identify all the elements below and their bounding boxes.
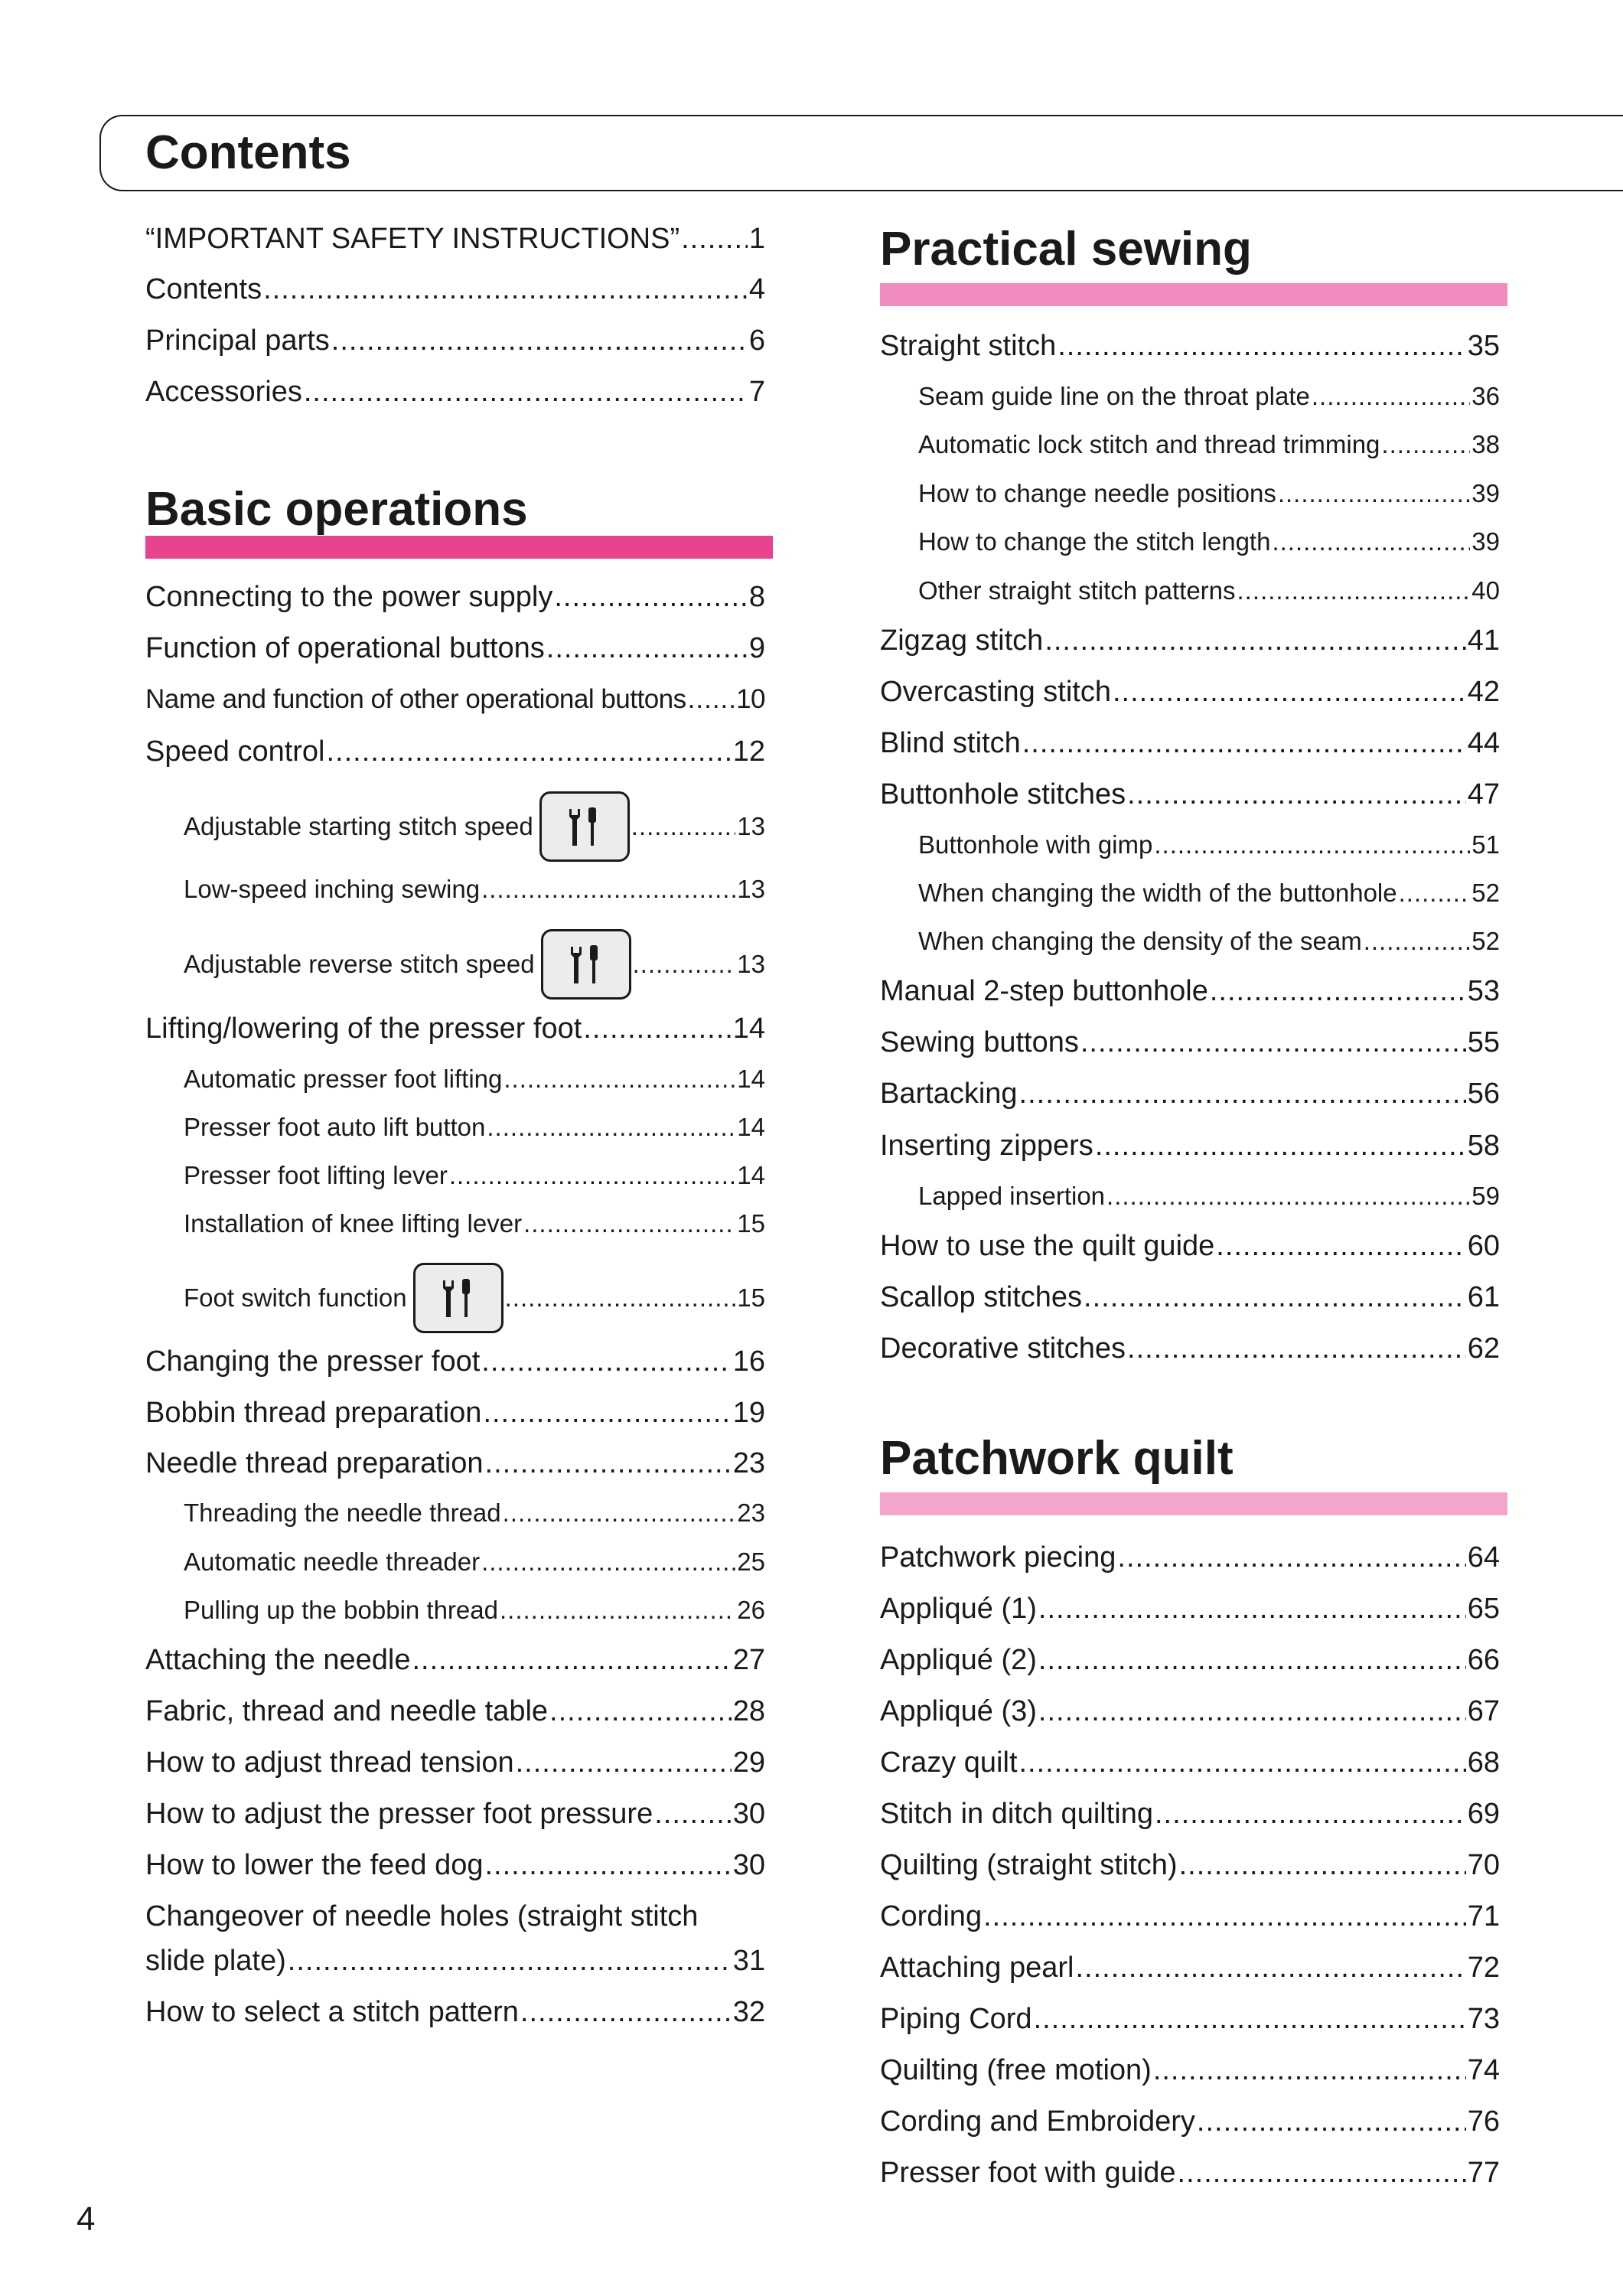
toc-entry[interactable]: Straight stitch ..... 35 — [880, 329, 1500, 363]
section-bar-practical — [880, 283, 1507, 306]
toc-entry[interactable]: Appliqué (2) ..... 66 — [880, 1643, 1500, 1677]
toc-subentry[interactable]: When changing the width of the buttonhole ..... 52 — [918, 878, 1500, 908]
toc-entry[interactable]: Bobbin thread preparation ..... 19 — [145, 1396, 765, 1430]
toc-subentry[interactable]: Adjustable reverse stitch speed ..... 13 — [184, 926, 765, 1003]
toc-subentry[interactable]: How to change the stitch length ..... 39 — [918, 527, 1500, 557]
section-heading-patchwork-quilt: Patchwork quilt — [880, 1432, 1234, 1485]
toc-subentry[interactable]: Presser foot lifting lever ..... 14 — [184, 1160, 765, 1191]
toc-entry[interactable]: How to select a stitch pattern ..... 32 — [145, 1995, 765, 2029]
toc-subentry[interactable]: Installation of knee lifting lever ..... 15 — [184, 1208, 765, 1239]
toc-entry[interactable]: Manual 2-step buttonhole ..... 53 — [880, 974, 1500, 1008]
toc-entry[interactable]: Inserting zippers ..... 58 — [880, 1129, 1500, 1163]
toc-subentry[interactable]: Buttonhole with gimp ..... 51 — [918, 830, 1500, 860]
toc-subentry[interactable]: Seam guide line on the throat plate ..... 36 — [918, 381, 1500, 412]
toc-entry[interactable]: How to adjust thread tension ..... 29 — [145, 1746, 765, 1779]
toc-entry[interactable]: Changing the presser foot ..... 16 — [145, 1345, 765, 1378]
toc-entry[interactable]: Cording and Embroidery ..... 76 — [880, 2105, 1500, 2138]
toc-entry[interactable]: Zigzag stitch ..... 41 — [880, 624, 1500, 657]
toc-entry-wrap-line[interactable]: Changeover of needle holes (straight stitch — [145, 1900, 699, 1932]
wrench-screwdriver-icon — [539, 791, 630, 862]
toc-entry[interactable]: Function of operational buttons ..... 9 — [145, 631, 765, 665]
toc-entry[interactable]: slide plate) ..... 31 — [145, 1944, 765, 1978]
toc-entry[interactable]: Quilting (straight stitch) ..... 70 — [880, 1848, 1500, 1882]
toc-entry[interactable]: Attaching pearl ..... 72 — [880, 1951, 1500, 1985]
toc-subentry[interactable]: Lapped insertion ..... 59 — [918, 1181, 1500, 1212]
toc-entry[interactable]: Scallop stitches ..... 61 — [880, 1280, 1500, 1314]
toc-entry[interactable]: Name and function of other operational buttons ..... 10 — [145, 683, 765, 716]
page-title: Contents — [145, 126, 351, 179]
toc-entry[interactable]: Bartacking ..... 56 — [880, 1077, 1500, 1110]
toc-subentry[interactable]: Adjustable starting stitch speed ..... 13 — [184, 788, 765, 865]
toc-subentry[interactable]: Automatic needle threader ..... 25 — [184, 1547, 765, 1577]
toc-entry[interactable]: “IMPORTANT SAFETY INSTRUCTIONS” ..... 1 — [145, 222, 765, 256]
toc-entry[interactable]: How to lower the feed dog ..... 30 — [145, 1848, 765, 1882]
toc-entry[interactable]: Appliqué (3) ..... 67 — [880, 1694, 1500, 1728]
toc-entry[interactable]: Overcasting stitch ..... 42 — [880, 675, 1500, 709]
toc-subentry[interactable]: When changing the density of the seam ..... 52 — [918, 926, 1500, 957]
wrench-screwdriver-icon — [541, 929, 631, 1000]
toc-entry[interactable]: Connecting to the power supply ..... 8 — [145, 580, 765, 614]
toc-entry[interactable]: Lifting/lowering of the presser foot ..... 14 — [145, 1012, 765, 1045]
toc-entry[interactable]: Appliqué (1) ..... 65 — [880, 1592, 1500, 1626]
toc-subentry[interactable]: How to change needle positions ..... 39 — [918, 478, 1500, 509]
toc-entry[interactable]: Fabric, thread and needle table ..... 28 — [145, 1694, 765, 1728]
toc-entry[interactable]: Decorative stitches ..... 62 — [880, 1332, 1500, 1365]
section-heading-basic-operations: Basic operations — [145, 483, 528, 536]
toc-entry[interactable]: Attaching the needle ..... 27 — [145, 1643, 765, 1677]
toc-entry[interactable]: How to use the quilt guide ..... 60 — [880, 1229, 1500, 1263]
toc-entry[interactable]: Contents ..... 4 — [145, 272, 765, 306]
toc-entry[interactable]: Presser foot with guide ..... 77 — [880, 2156, 1500, 2190]
toc-subentry[interactable]: Automatic presser foot lifting ..... 14 — [184, 1064, 765, 1094]
toc-entry[interactable]: Stitch in ditch quilting ..... 69 — [880, 1797, 1500, 1831]
toc-subentry[interactable]: Threading the needle thread ..... 23 — [184, 1498, 765, 1528]
toc-entry[interactable]: Piping Cord ..... 73 — [880, 2002, 1500, 2036]
toc-subentry[interactable]: Low-speed inching sewing ..... 13 — [184, 874, 765, 905]
toc-entry[interactable]: Accessories ..... 7 — [145, 375, 765, 409]
toc-entry[interactable]: Principal parts ..... 6 — [145, 324, 765, 357]
toc-entry[interactable]: Speed control ..... 12 — [145, 735, 765, 768]
section-bar-patchwork — [880, 1492, 1507, 1515]
toc-entry[interactable]: Blind stitch ..... 44 — [880, 726, 1500, 760]
toc-subentry[interactable]: Foot switch function ..... 15 — [184, 1260, 765, 1336]
toc-subentry[interactable]: Pulling up the bobbin thread ..... 26 — [184, 1595, 765, 1626]
toc-entry[interactable]: Crazy quilt ..... 68 — [880, 1746, 1500, 1779]
toc-entry[interactable]: Buttonhole stitches ..... 47 — [880, 778, 1500, 811]
toc-entry[interactable]: Patchwork piecing ..... 64 — [880, 1541, 1500, 1574]
page-number: 4 — [77, 2200, 96, 2238]
toc-subentry[interactable]: Presser foot auto lift button ..... 14 — [184, 1112, 765, 1143]
toc-subentry[interactable]: Other straight stitch patterns ..... 40 — [918, 576, 1500, 606]
toc-entry[interactable]: Quilting (free motion) ..... 74 — [880, 2053, 1500, 2087]
toc-entry[interactable]: Needle thread preparation ..... 23 — [145, 1446, 765, 1480]
toc-subentry[interactable]: Automatic lock stitch and thread trimming ..... 38 — [918, 429, 1500, 460]
toc-entry[interactable]: Cording ..... 71 — [880, 1900, 1500, 1933]
toc-entry[interactable]: Sewing buttons ..... 55 — [880, 1026, 1500, 1059]
toc-entry[interactable]: How to adjust the presser foot pressure ..... 30 — [145, 1797, 765, 1831]
section-bar-basic — [145, 536, 773, 559]
wrench-screwdriver-icon — [413, 1263, 504, 1333]
section-heading-practical-sewing: Practical sewing — [880, 223, 1252, 276]
